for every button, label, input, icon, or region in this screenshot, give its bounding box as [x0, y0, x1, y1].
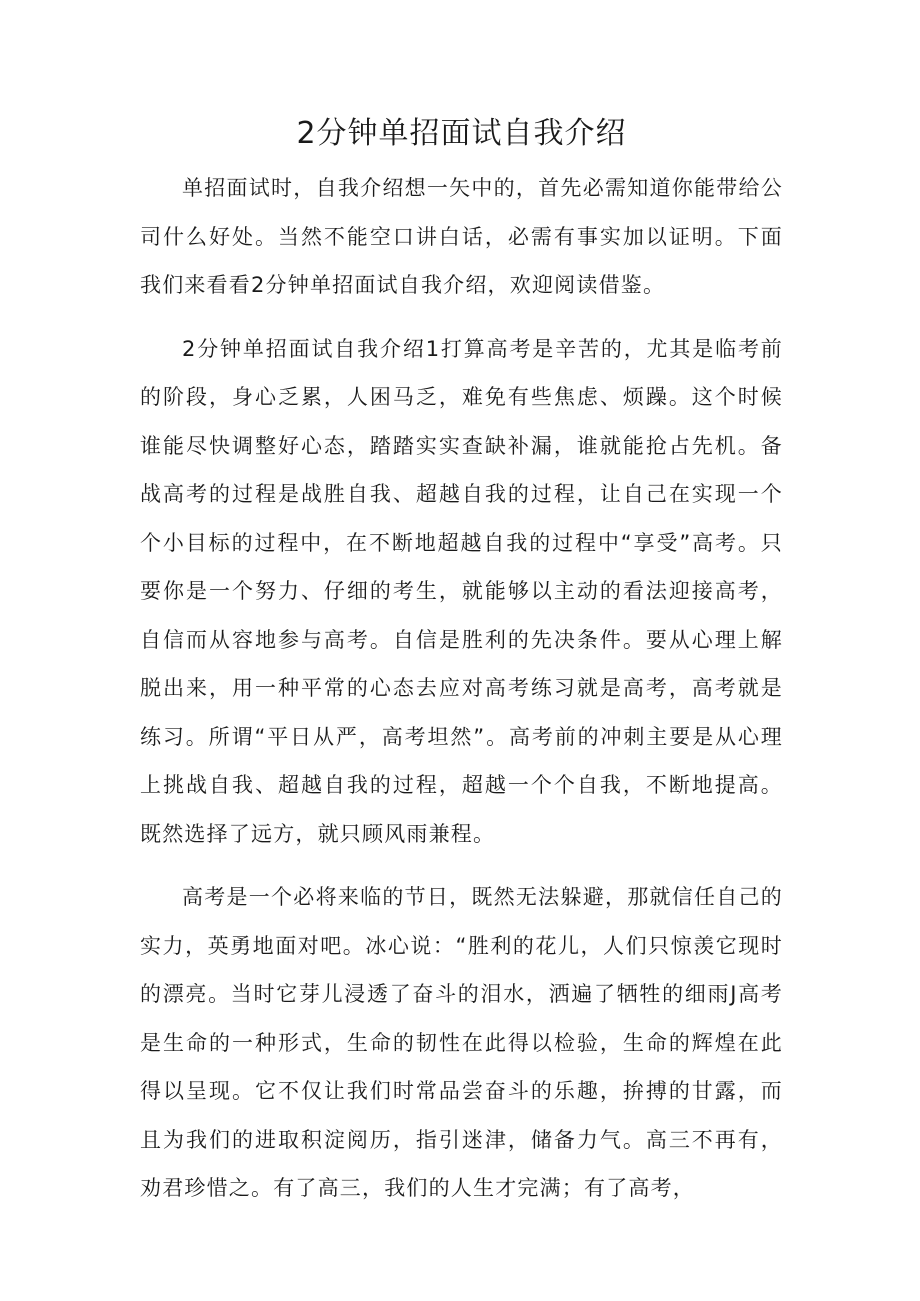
document-page	[140, 108, 783, 1213]
paragraph-intro: 单招面试时，自我介绍想一矢中的，首先必需知道你能带给公司什么好处。当然不能空口讲白话，必需有事实加以证明。下面我们来看看2分钟单招面试自我介绍，欢迎阅读借鉴。	[140, 176, 783, 297]
document-title: 2分钟单招面试自我介绍	[296, 116, 627, 151]
paragraph-body-1: 2分钟单招面试自我介绍1打算高考是辛苦的，尤其是临考前的阶段，身心乏累，人困马乏，难免有些焦虑、烦躁。这个时候谁能尽快调整好心态，踏踏实实查缺补漏，谁就能抢占先机。备战高考的过程是战胜自我、超越自我的过程，让自己在实现一个个小目标的过程中，在不断地超越自我的过程中“享受”高考。只要你是一个努力、仔细的考生，就能够以主动的看法迎接高考，自信而从容地参与高考。自信是胜利的先决条件。要从心理上解脱出来，用一种平常的心态去应对高考练习就是高考，高考就是练习。所谓“平日从严，高考坦然”。高考前的冲刺主要是从心理上挑战自我、超越自我的过程，超越一个个自我，不断地提高。既然选择了远方，就只顾风雨兼程。	[140, 336, 783, 846]
paragraph-body-2: 高考是一个必将来临的节日，既然无法躲避，那就信任自己的实力，英勇地面对吧。冰心说：“胜利的花儿，人们只惊羡它现时的漂亮。当时它芽儿浸透了奋斗的泪水，洒遍了牺牲的细雨J高考是生命的一种形式，生命的韧性在此得以检验，生命的辉煌在此得以呈现。它不仅让我们时常品尝奋斗的乐趣，拚搏的甘露，而且为我们的进取积淀阅历，指引迷津，储备力气。高三不再有，劝君珍惜之。有了高三，我们的人生才完满；有了高考，	[140, 885, 783, 1200]
